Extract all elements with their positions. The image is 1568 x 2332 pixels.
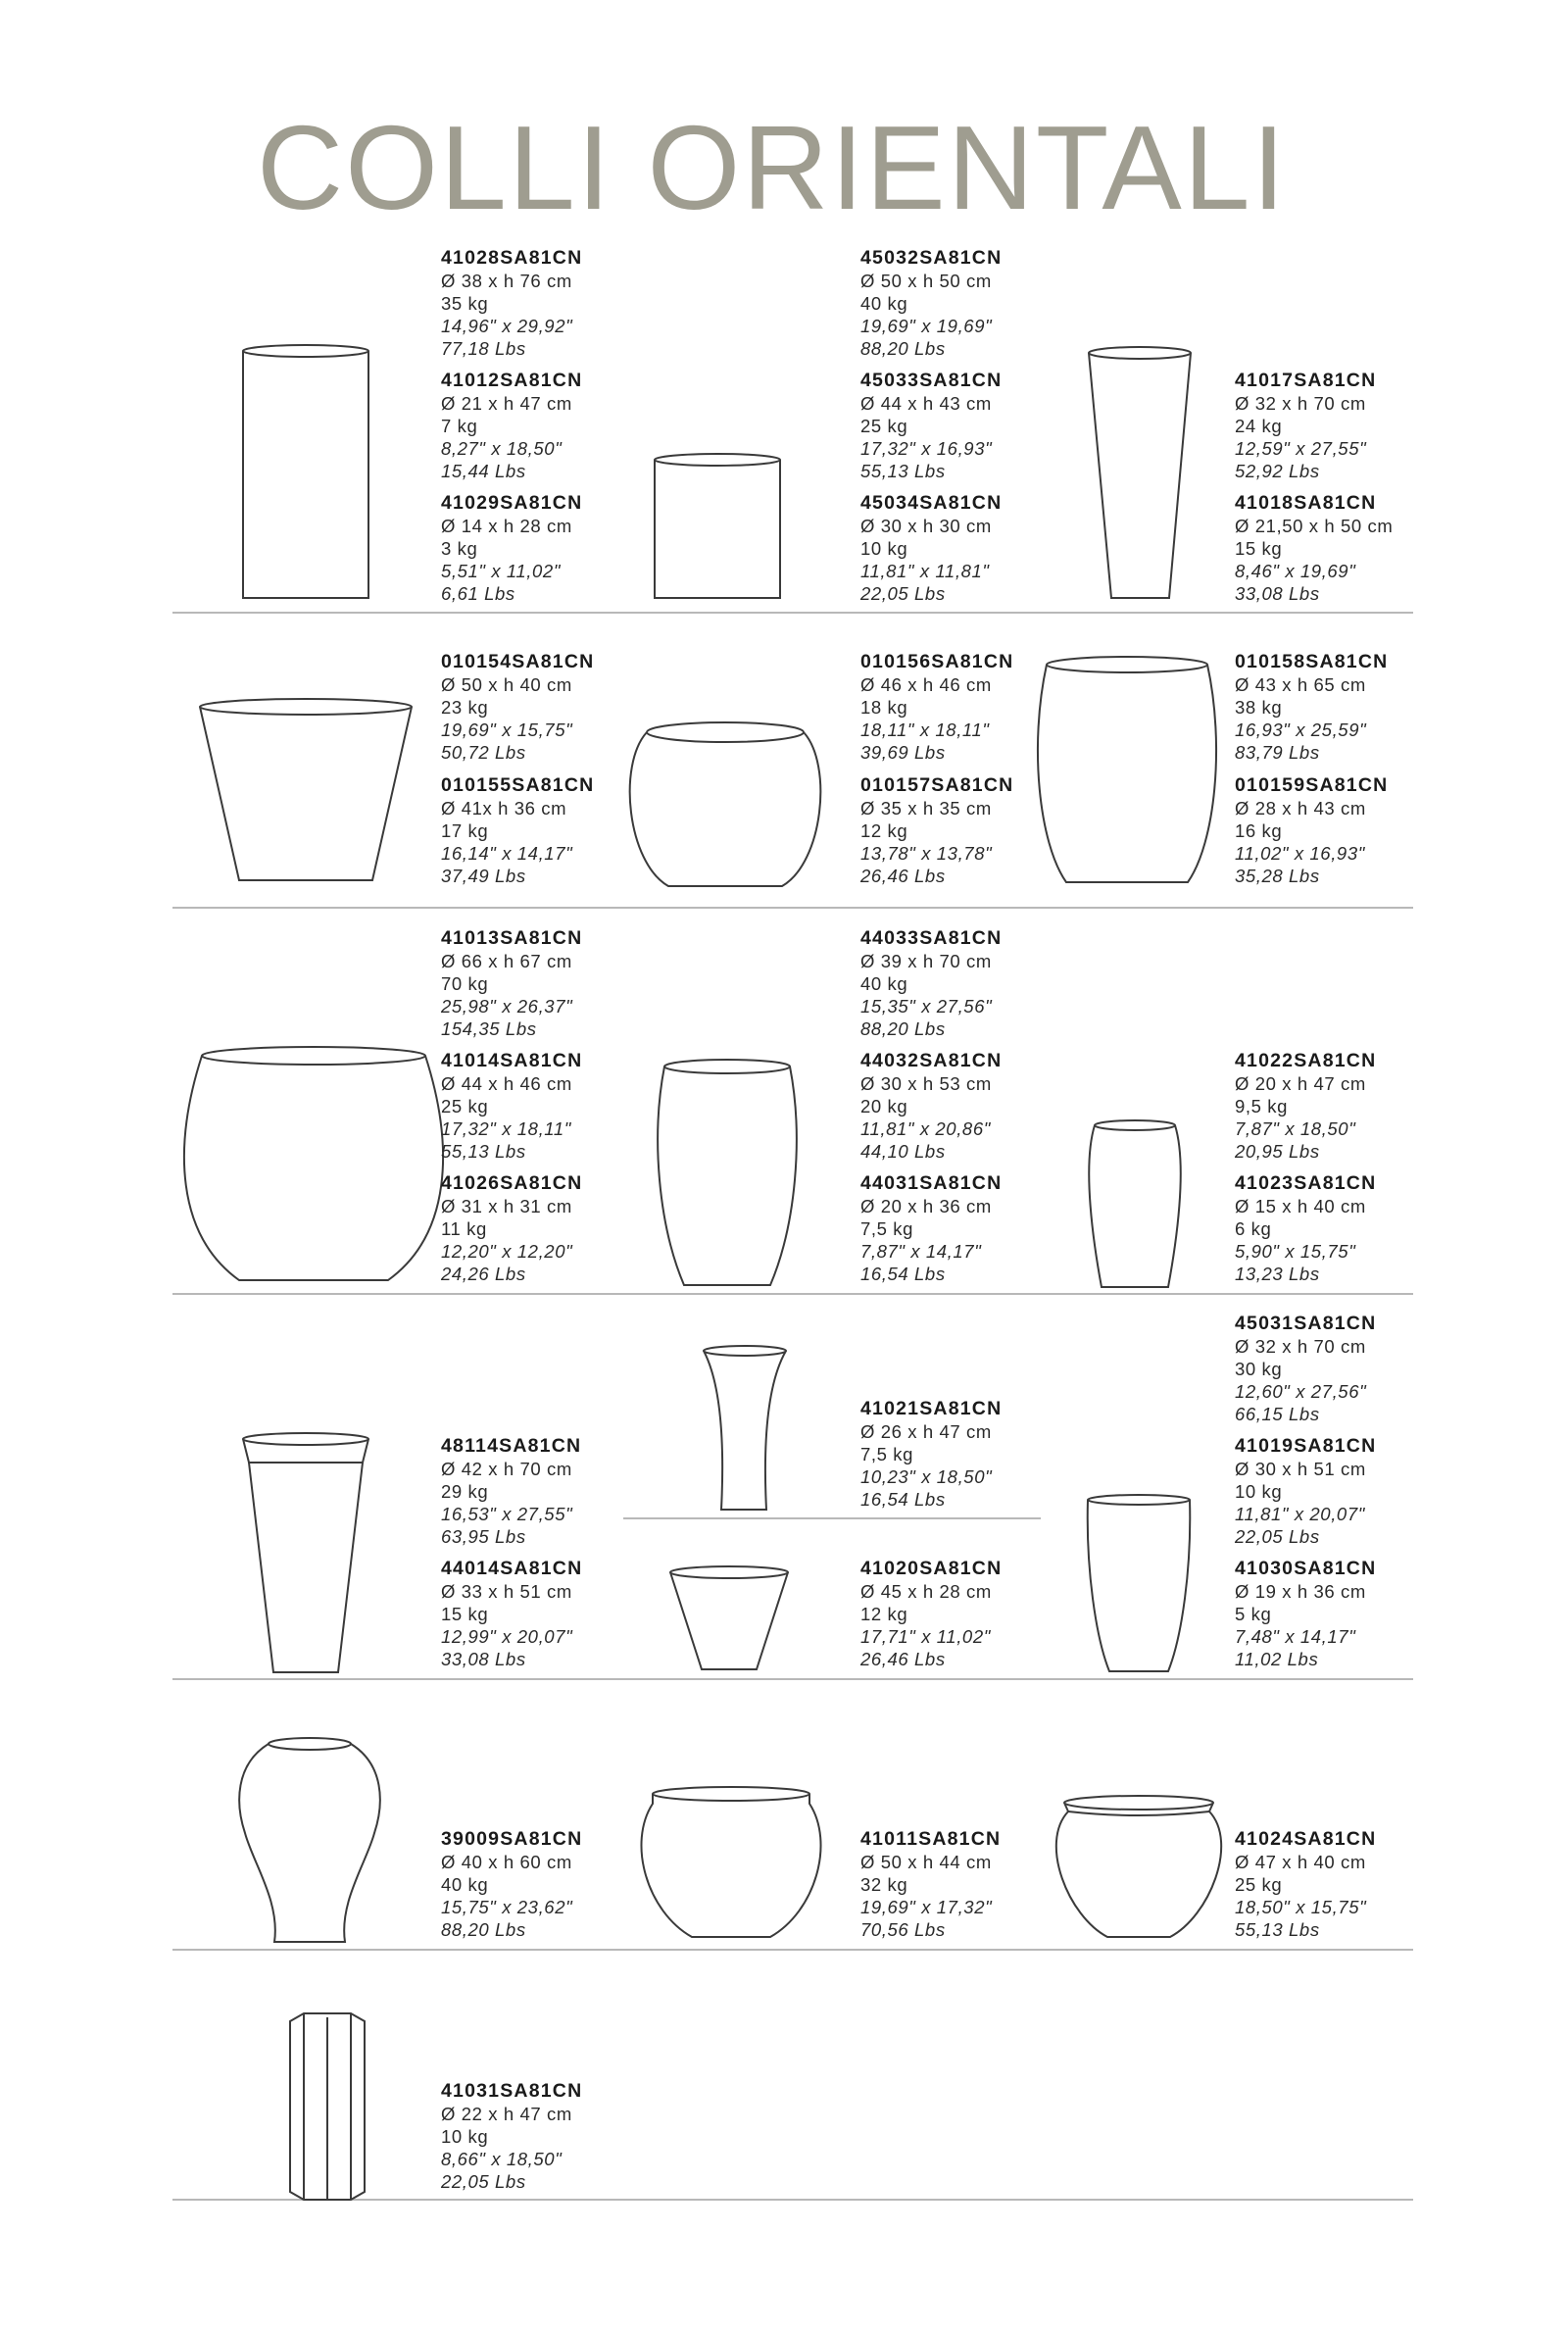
- product-dimensions: Ø 32 x h 70 cm: [1235, 393, 1366, 414]
- product-dimensions-inches: 14,96" x 29,92": [441, 316, 573, 336]
- product-entry: [441, 1435, 696, 1548]
- product-weight: 7 kg: [441, 416, 478, 436]
- product-dimensions-inches: 7,48" x 14,17": [1235, 1626, 1356, 1647]
- product-entry: [1235, 1435, 1490, 1548]
- product-weight: 24 kg: [1235, 416, 1283, 436]
- product-dimensions: Ø 21,50 x h 50 cm: [1235, 516, 1394, 536]
- product-entry: [1235, 492, 1490, 605]
- product-weight-lbs: 13,23 Lbs: [1235, 1264, 1320, 1284]
- product-weight: 6 kg: [1235, 1218, 1272, 1239]
- product-weight-lbs: 55,13 Lbs: [860, 461, 946, 481]
- product-code: 48114SA81CN: [441, 1435, 582, 1457]
- vase-drawing-slim-vase: [704, 1346, 786, 1510]
- vase-drawing-large-round-pot: [184, 1047, 443, 1280]
- product-dimensions: Ø 14 x h 28 cm: [441, 516, 572, 536]
- product-entry: [860, 370, 1115, 482]
- product-dimensions: Ø 30 x h 30 cm: [860, 516, 992, 536]
- product-weight: 25 kg: [441, 1096, 489, 1116]
- product-entry: [1235, 1313, 1490, 1425]
- product-dimensions: Ø 45 x h 28 cm: [860, 1581, 992, 1602]
- product-weight-lbs: 22,05 Lbs: [860, 583, 946, 604]
- product-weight-lbs: 22,05 Lbs: [1235, 1526, 1320, 1547]
- product-weight-lbs: 52,92 Lbs: [1235, 461, 1320, 481]
- product-code: 41014SA81CN: [441, 1050, 583, 1071]
- product-weight: 32 kg: [860, 1874, 908, 1895]
- product-weight-lbs: 88,20 Lbs: [860, 1018, 946, 1039]
- product-dimensions: Ø 15 x h 40 cm: [1235, 1196, 1366, 1216]
- product-weight: 40 kg: [860, 293, 908, 314]
- product-weight-lbs: 66,15 Lbs: [1235, 1404, 1320, 1424]
- product-weight: 9,5 kg: [1235, 1096, 1288, 1116]
- product-code: 41018SA81CN: [1235, 492, 1377, 514]
- product-code: 010154SA81CN: [441, 651, 595, 672]
- product-weight-lbs: 33,08 Lbs: [1235, 583, 1320, 604]
- product-code: 45034SA81CN: [860, 492, 1003, 514]
- product-weight-lbs: 88,20 Lbs: [860, 338, 946, 359]
- product-dimensions-inches: 19,69" x 15,75": [441, 719, 573, 740]
- product-code: 010155SA81CN: [441, 774, 595, 796]
- product-weight: 3 kg: [441, 538, 478, 559]
- product-weight: 17 kg: [441, 820, 489, 841]
- product-weight-lbs: 20,95 Lbs: [1235, 1141, 1320, 1162]
- product-entry: [860, 1828, 1115, 1941]
- product-dimensions-inches: 11,81" x 20,86": [860, 1118, 991, 1139]
- product-entry: [441, 927, 696, 1040]
- product-dimensions-inches: 11,81" x 20,07": [1235, 1504, 1365, 1524]
- product-weight: 10 kg: [441, 2126, 489, 2147]
- product-dimensions: Ø 44 x h 46 cm: [441, 1073, 572, 1094]
- product-dimensions-inches: 8,27" x 18,50": [441, 438, 563, 459]
- product-code: 010158SA81CN: [1235, 651, 1389, 672]
- product-weight: 29 kg: [441, 1481, 489, 1502]
- product-entry: [1235, 651, 1490, 764]
- product-dimensions: Ø 39 x h 70 cm: [860, 951, 992, 971]
- product-dimensions: Ø 44 x h 43 cm: [860, 393, 992, 414]
- product-entry: [441, 247, 696, 360]
- product-code: 41024SA81CN: [1235, 1828, 1377, 1850]
- product-code: 010159SA81CN: [1235, 774, 1389, 796]
- product-dimensions: Ø 38 x h 76 cm: [441, 271, 572, 291]
- product-weight: 23 kg: [441, 697, 489, 718]
- product-weight-lbs: 50,72 Lbs: [441, 742, 526, 763]
- product-entry: [1235, 1828, 1490, 1941]
- product-entry: [1235, 1172, 1490, 1285]
- product-entry: [1235, 1050, 1490, 1163]
- product-entry: [860, 492, 1115, 605]
- product-weight-lbs: 70,56 Lbs: [860, 1919, 946, 1940]
- product-dimensions-inches: 17,32" x 16,93": [860, 438, 993, 459]
- product-dimensions: Ø 31 x h 31 cm: [441, 1196, 572, 1216]
- product-weight-lbs: 63,95 Lbs: [441, 1526, 526, 1547]
- product-weight: 25 kg: [1235, 1874, 1283, 1895]
- product-dimensions-inches: 8,46" x 19,69": [1235, 561, 1356, 581]
- product-weight: 18 kg: [860, 697, 908, 718]
- product-entry: [441, 651, 696, 764]
- product-entry: [860, 774, 1115, 887]
- product-dimensions: Ø 46 x h 46 cm: [860, 674, 992, 695]
- product-code: 41030SA81CN: [1235, 1558, 1377, 1579]
- product-weight-lbs: 39,69 Lbs: [860, 742, 946, 763]
- product-weight: 16 kg: [1235, 820, 1283, 841]
- product-dimensions-inches: 13,78" x 13,78": [860, 843, 993, 864]
- product-weight-lbs: 11,02 Lbs: [1235, 1649, 1319, 1669]
- product-weight-lbs: 55,13 Lbs: [441, 1141, 526, 1162]
- vase-drawing-hexagonal-vase: [290, 2013, 365, 2200]
- product-entry: [860, 1558, 1115, 1670]
- product-code: 010156SA81CN: [860, 651, 1014, 672]
- product-weight: 5 kg: [1235, 1604, 1272, 1624]
- product-weight: 10 kg: [1235, 1481, 1283, 1502]
- product-weight: 70 kg: [441, 973, 489, 994]
- product-entry: [860, 247, 1115, 360]
- product-dimensions-inches: 18,11" x 18,11": [860, 719, 990, 740]
- product-weight: 10 kg: [860, 538, 908, 559]
- product-dimensions-inches: 7,87" x 18,50": [1235, 1118, 1356, 1139]
- product-entry: [860, 1398, 1115, 1511]
- product-weight-lbs: 26,46 Lbs: [860, 866, 946, 886]
- product-entry: [441, 492, 696, 605]
- product-dimensions: Ø 33 x h 51 cm: [441, 1581, 572, 1602]
- product-dimensions-inches: 17,32" x 18,11": [441, 1118, 571, 1139]
- product-code: 41031SA81CN: [441, 2080, 583, 2102]
- product-weight: 11 kg: [441, 1218, 487, 1239]
- product-dimensions: Ø 50 x h 50 cm: [860, 271, 992, 291]
- product-weight-lbs: 44,10 Lbs: [860, 1141, 946, 1162]
- product-dimensions: Ø 28 x h 43 cm: [1235, 798, 1366, 819]
- product-dimensions: Ø 26 x h 47 cm: [860, 1421, 992, 1442]
- product-weight: 15 kg: [1235, 538, 1283, 559]
- product-weight-lbs: 22,05 Lbs: [441, 2171, 526, 2192]
- product-code: 45033SA81CN: [860, 370, 1003, 391]
- product-weight-lbs: 33,08 Lbs: [441, 1649, 526, 1669]
- product-dimensions-inches: 19,69" x 19,69": [860, 316, 993, 336]
- product-weight: 30 kg: [1235, 1359, 1283, 1379]
- vase-drawing-rim-taper: [243, 1433, 368, 1672]
- product-code: 41022SA81CN: [1235, 1050, 1377, 1071]
- product-dimensions-inches: 15,75" x 23,62": [441, 1897, 573, 1917]
- product-code: 41013SA81CN: [441, 927, 583, 949]
- product-dimensions: Ø 35 x h 35 cm: [860, 798, 992, 819]
- vase-drawing-ginger-jar: [239, 1738, 380, 1942]
- product-code: 010157SA81CN: [860, 774, 1014, 796]
- product-weight: 40 kg: [860, 973, 908, 994]
- product-dimensions-inches: 5,90" x 15,75": [1235, 1241, 1356, 1262]
- product-code: 41029SA81CN: [441, 492, 583, 514]
- product-dimensions-inches: 19,69" x 17,32": [860, 1897, 993, 1917]
- product-dimensions: Ø 19 x h 36 cm: [1235, 1581, 1366, 1602]
- product-code: 41028SA81CN: [441, 247, 583, 269]
- product-entry: [1235, 1558, 1490, 1670]
- product-code: 41019SA81CN: [1235, 1435, 1377, 1457]
- product-entry: [1235, 774, 1490, 887]
- product-dimensions: Ø 40 x h 60 cm: [441, 1852, 572, 1872]
- product-weight-lbs: 24,26 Lbs: [441, 1264, 526, 1284]
- product-entry: [860, 1172, 1115, 1285]
- product-weight-lbs: 154,35 Lbs: [441, 1018, 537, 1039]
- product-weight: 35 kg: [441, 293, 489, 314]
- product-dimensions: Ø 21 x h 47 cm: [441, 393, 572, 414]
- product-dimensions-inches: 7,87" x 14,17": [860, 1241, 982, 1262]
- product-dimensions-inches: 12,60" x 27,56": [1235, 1381, 1367, 1402]
- product-dimensions: Ø 30 x h 53 cm: [860, 1073, 992, 1094]
- product-dimensions: Ø 43 x h 65 cm: [1235, 674, 1366, 695]
- product-dimensions-inches: 5,51" x 11,02": [441, 561, 561, 581]
- product-code: 44031SA81CN: [860, 1172, 1003, 1194]
- product-code: 41021SA81CN: [860, 1398, 1003, 1419]
- product-dimensions: Ø 50 x h 44 cm: [860, 1852, 992, 1872]
- product-entry: [1235, 370, 1490, 482]
- product-code: 39009SA81CN: [441, 1828, 583, 1850]
- product-code: 44032SA81CN: [860, 1050, 1003, 1071]
- product-weight-lbs: 16,54 Lbs: [860, 1489, 946, 1510]
- product-code: 41011SA81CN: [860, 1828, 1002, 1850]
- product-weight: 12 kg: [860, 1604, 908, 1624]
- product-entry: [860, 927, 1115, 1040]
- product-dimensions-inches: 12,99" x 20,07": [441, 1626, 573, 1647]
- product-dimensions: Ø 22 x h 47 cm: [441, 2104, 572, 2124]
- product-entry: [441, 1050, 696, 1163]
- product-dimensions-inches: 16,14" x 14,17": [441, 843, 573, 864]
- product-dimensions-inches: 25,98" x 26,37": [441, 996, 573, 1017]
- product-dimensions: Ø 32 x h 70 cm: [1235, 1336, 1366, 1357]
- product-dimensions: Ø 20 x h 36 cm: [860, 1196, 992, 1216]
- product-dimensions-inches: 8,66" x 18,50": [441, 2149, 563, 2169]
- product-weight-lbs: 26,46 Lbs: [860, 1649, 946, 1669]
- product-code: 44033SA81CN: [860, 927, 1003, 949]
- product-code: 44014SA81CN: [441, 1558, 583, 1579]
- product-dimensions-inches: 15,35" x 27,56": [860, 996, 993, 1017]
- product-weight-lbs: 77,18 Lbs: [441, 338, 526, 359]
- product-weight-lbs: 35,28 Lbs: [1235, 866, 1320, 886]
- product-dimensions: Ø 66 x h 67 cm: [441, 951, 572, 971]
- product-dimensions-inches: 12,59" x 27,55": [1235, 438, 1367, 459]
- product-code: 41017SA81CN: [1235, 370, 1377, 391]
- product-dimensions-inches: 16,93" x 25,59": [1235, 719, 1367, 740]
- product-entry: [441, 1558, 696, 1670]
- product-dimensions: Ø 41x h 36 cm: [441, 798, 567, 819]
- product-code: 41020SA81CN: [860, 1558, 1003, 1579]
- product-dimensions-inches: 11,81" x 11,81": [860, 561, 990, 581]
- product-weight-lbs: 16,54 Lbs: [860, 1264, 946, 1284]
- product-code: 41023SA81CN: [1235, 1172, 1377, 1194]
- product-code: 41012SA81CN: [441, 370, 583, 391]
- product-weight: 7,5 kg: [860, 1444, 913, 1464]
- product-dimensions-inches: 17,71" x 11,02": [860, 1626, 991, 1647]
- product-entry: [441, 370, 696, 482]
- product-weight-lbs: 6,61 Lbs: [441, 583, 515, 604]
- product-dimensions: Ø 42 x h 70 cm: [441, 1459, 572, 1479]
- product-weight: 20 kg: [860, 1096, 908, 1116]
- product-dimensions-inches: 18,50" x 15,75": [1235, 1897, 1367, 1917]
- product-dimensions-inches: 12,20" x 12,20": [441, 1241, 573, 1262]
- product-dimensions-inches: 11,02" x 16,93": [1235, 843, 1365, 864]
- page-title: COLLI ORIENTALI: [257, 101, 1288, 234]
- product-weight-lbs: 88,20 Lbs: [441, 1919, 526, 1940]
- product-weight-lbs: 83,79 Lbs: [1235, 742, 1320, 763]
- product-weight: 15 kg: [441, 1604, 489, 1624]
- product-dimensions: Ø 50 x h 40 cm: [441, 674, 572, 695]
- vase-drawing-cone-bowl: [200, 699, 412, 880]
- product-code: 45031SA81CN: [1235, 1313, 1377, 1334]
- product-weight: 25 kg: [860, 416, 908, 436]
- product-code: 45032SA81CN: [860, 247, 1003, 269]
- product-entry: [441, 774, 696, 887]
- product-entry: [860, 651, 1115, 764]
- product-dimensions: Ø 47 x h 40 cm: [1235, 1852, 1366, 1872]
- product-entry: [441, 1828, 696, 1941]
- product-weight-lbs: 55,13 Lbs: [1235, 1919, 1320, 1940]
- product-weight: 12 kg: [860, 820, 908, 841]
- product-code: 41026SA81CN: [441, 1172, 583, 1194]
- product-entry: [441, 2080, 696, 2193]
- product-entry: [860, 1050, 1115, 1163]
- product-weight: 7,5 kg: [860, 1218, 913, 1239]
- vase-drawing-cylinder-tall: [243, 345, 368, 598]
- product-weight: 40 kg: [441, 1874, 489, 1895]
- product-dimensions-inches: 16,53" x 27,55": [441, 1504, 573, 1524]
- product-entry: [441, 1172, 696, 1285]
- product-weight-lbs: 15,44 Lbs: [441, 461, 526, 481]
- product-dimensions: Ø 30 x h 51 cm: [1235, 1459, 1366, 1479]
- product-weight-lbs: 37,49 Lbs: [441, 866, 526, 886]
- product-dimensions-inches: 10,23" x 18,50": [860, 1466, 993, 1487]
- product-weight: 38 kg: [1235, 697, 1283, 718]
- product-dimensions: Ø 20 x h 47 cm: [1235, 1073, 1366, 1094]
